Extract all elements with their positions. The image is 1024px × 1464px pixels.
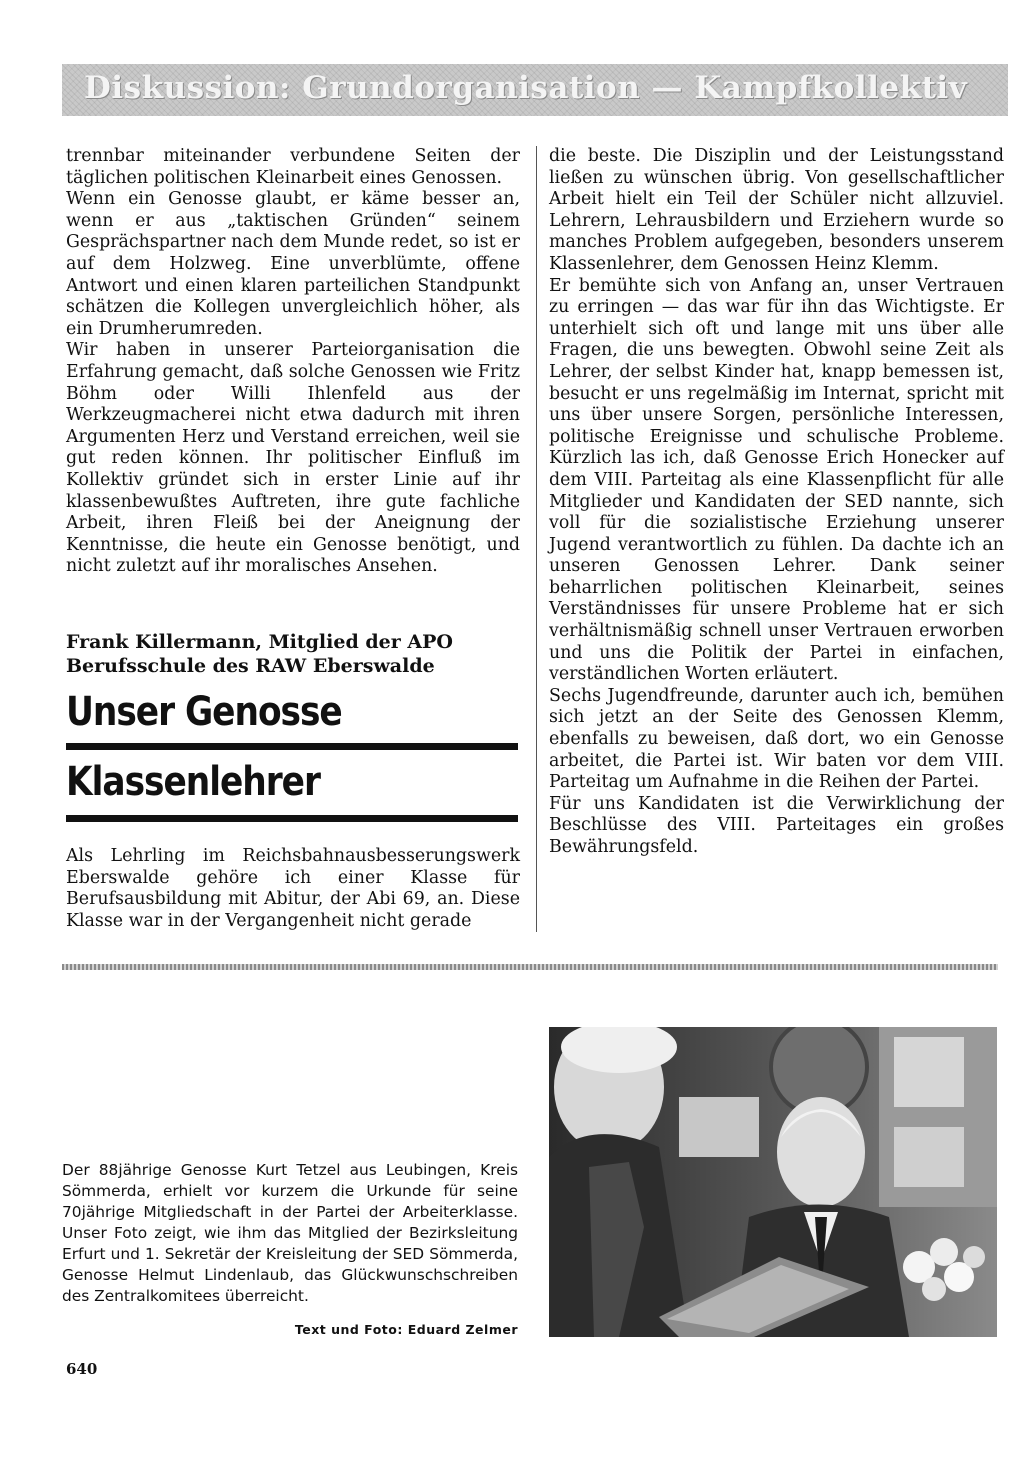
headline-rule (66, 743, 518, 750)
author-signature (66, 630, 520, 678)
column-divider (536, 146, 537, 932)
paragraph: Sechs Jugendfreunde, darunter auch ich, bemühen sich jetzt an der Seite des Genossen Klemm, ebenfalls zu beweisen, daß dort, wo ein Genosse arbeitet, die Partei ist. Wir baten vor dem VIII. Parteitag um Aufnahme in die Reihen der Partei. (549, 685, 1004, 793)
section-banner-title: Diskussion: Grundorganisation — Kampfkollektiv (84, 70, 968, 106)
photo-credit: Text und Foto: Eduard Zelmer (294, 1322, 518, 1337)
article-headline-line1: Unser Genosse (66, 689, 342, 735)
article-headline-line2: Klassenlehrer (66, 759, 320, 805)
paragraph: die beste. Die Disziplin und der Leistungsstand ließen zu wünschen übrig. Von gesellschaftlicher Arbeit hielt ein Teil der Schüler nicht allzuviel. Lehrern, Lehrausbildern und Erziehern wurde so manches Problem aufgegeben, besonders unserem Klassenlehrer, dem Genossen Heinz Klemm. (549, 146, 1004, 274)
paragraph: Wenn ein Genosse glaubt, er käme besser an, wenn er aus „taktischen Gründen“ seinem Gesprächspartner nach dem Munde redet, so ist er auf dem Holzweg. Eine unverblümte, offene Antwort und einen klaren parteilichen Standpunkt schätzen die Kollegen unvergleichlich höher, als ein Drumherumreden. (66, 189, 520, 339)
left-column-top (66, 146, 520, 578)
author-affiliation-line: Berufsschule des RAW Eberswalde (66, 655, 435, 677)
left-column-bottom (66, 846, 520, 932)
paragraph: Er bemühte sich von Anfang an, unser Vertrauen zu erringen — das war für ihn das Wichtigste. Er unterhielt sich oft und lange mit uns über alle Fragen, die uns bewegten. Obwohl seine Zeit als Lehrer, der selbst Kinder hat, knapp bemessen ist, besucht er uns regelmäßig im Internat, spricht mit uns über unsere Sorgen, persönliche Interessen, politische Ereignisse und schulische Probleme. Kürzlich las ich, daß Genosse Erich Honecker auf dem VIII. Parteitag als eine Klassenpflicht für alle Mitglieder und Kandidaten der SED nannte, sich voll für die sozialistische Erziehung unserer Jugend verantwortlich zu fühlen. Da dachte ich an unseren Genossen Lehrer. Dank seiner beharrlichen politischen Kleinarbeit, seines Verständnisses für unsere Probleme hat er sich verhältnismäßig schnell unser Vertrauen erworben und uns die Politik der Partei in einfachen, verständlichen Worten erläutert. (549, 275, 1004, 685)
headline-rule (66, 815, 518, 822)
paragraph: Für uns Kandidaten ist die Verwirklichung der Beschlüsse des VIII. Parteitages ein großes Bewährungsfeld. (549, 793, 1004, 857)
paragraph: Wir haben in unserer Parteiorganisation die Erfahrung gemacht, daß solche Genossen wie Fritz Böhm oder Willi Ihlenfeld aus der Werkzeugmacherei nicht etwa dadurch mit ihren Argumenten Herz und Verstand erreichen, weil sie gut reden können. Ihr politischer Einfluß im Kollektiv gründet sich in erster Linie auf ihr klassenbewußtes Auftreten, ihre gute fachliche Arbeit, ihren Fleiß bei der Aneignung der Kenntnisse, die heute ein Genosse benötigt, und nicht zuletzt auf ihr moralisches Ansehen. (66, 340, 520, 577)
section-separator (62, 964, 998, 970)
right-column (549, 146, 1004, 859)
author-name-line: Frank Killermann, Mitglied der APO (66, 631, 453, 653)
photo-illustration (549, 1027, 997, 1337)
paragraph: trennbar miteinander verbundene Seiten der täglichen politischen Kleinarbeit eines Genossen. (66, 146, 520, 188)
page-number: 640 (66, 1360, 98, 1378)
section-banner (62, 64, 1008, 116)
award-photo (549, 1027, 997, 1337)
photo-caption: Der 88jährige Genosse Kurt Tetzel aus Leubingen, Kreis Sömmerda, erhielt vor kurzem die Urkunde für seine 70jährige Mitgliedschaft in der Partei der Arbeiterklasse. Unser Foto zeigt, wie ihm das Mitglied der Bezirksleitung Erfurt und 1. Sekretär der Kreisleitung der SED Sömmerda, Genosse Helmut Lindenlaub, das Glückwunschschreiben des Zentralkomitees überreicht. (62, 1161, 518, 1305)
paragraph: Als Lehrling im Reichsbahnausbesserungswerk Eberswalde gehöre ich einer Klasse für Berufsausbildung mit Abitur, der Abi 69, an. Diese Klasse war in der Vergangenheit nicht gerade (66, 846, 520, 931)
